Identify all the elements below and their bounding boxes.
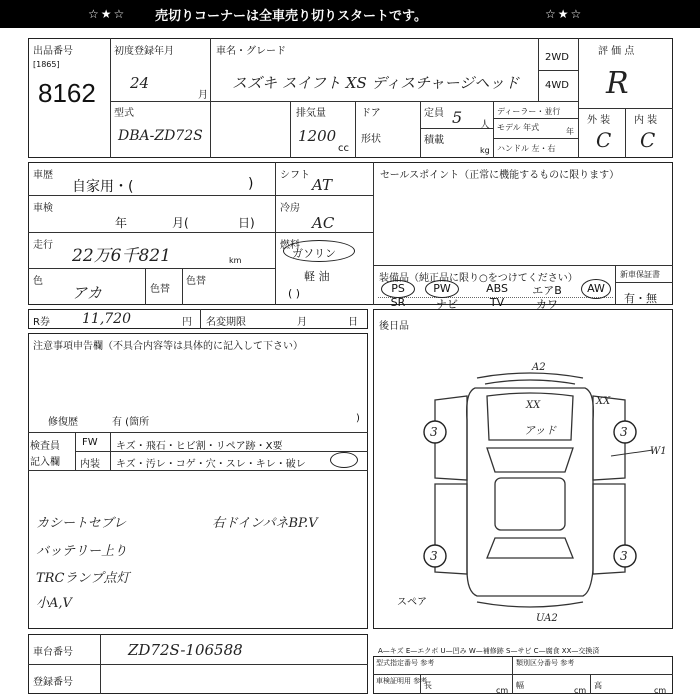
drive-2wd: 2WD [545, 52, 569, 63]
first-reg-year: 24 [130, 74, 150, 92]
equip-navi: ナビ [436, 298, 458, 311]
grade-value: R [606, 66, 629, 101]
banner [0, 0, 700, 28]
exterior-value: C [596, 128, 612, 152]
expiry-day: 日 [348, 317, 358, 328]
capacity-label: 定員 [424, 108, 444, 119]
lot-number: 8162 [38, 78, 96, 108]
car-diagram [405, 360, 655, 620]
banner-stars-left: ☆★☆ [88, 7, 127, 21]
displacement-value: 1200 [298, 127, 337, 145]
fuel-value: ガソリン [292, 247, 336, 260]
equip-ps: PS [391, 282, 405, 295]
equipment-label: 装備品（純正品に限り○をつけてください） [379, 273, 578, 284]
handle-label: ハンドル 左・右 [497, 144, 556, 153]
form-type-no: 型式指定番号 参考 [376, 659, 435, 667]
equip-sr: SR [390, 296, 406, 309]
capacity-value: 5 [452, 108, 463, 127]
repair-label: 修復歴 [48, 417, 78, 428]
expiry-label: 名変期限 [206, 317, 246, 328]
ac-label: 冷房 [280, 203, 300, 214]
shift-label: シフト [280, 170, 310, 181]
color-no-label: 色替 [186, 276, 206, 287]
door-label: ドア [361, 108, 381, 119]
load-label: 積載 [424, 135, 444, 146]
mark-fender: アッド [524, 424, 557, 437]
mark-xx-2: XX [596, 396, 611, 407]
inspection-month: 月( [172, 216, 189, 230]
interior-value: C [640, 128, 656, 152]
model-label: 車名・グレード [216, 46, 286, 57]
recycle-box [28, 309, 368, 329]
form-width: 幅 [516, 681, 524, 690]
history-value: 自家用・( [72, 179, 134, 195]
recycle-label: R券 [33, 317, 50, 328]
mileage-value: 22万6千821 [72, 246, 171, 266]
inspector-label: 検査員 [30, 441, 60, 452]
note-line-1: カシートセブレ [36, 516, 127, 531]
form-height: 高 [594, 681, 602, 690]
entry-label: 記入欄 [30, 457, 60, 468]
capacity-unit: 人 [480, 120, 490, 131]
first-reg-month: 月 [198, 90, 208, 101]
shape-label: 形状 [361, 134, 381, 145]
shift-value: AT [312, 176, 333, 194]
after-label: 後日品 [379, 321, 409, 332]
wheel-rr: 3 [620, 549, 628, 563]
equip-abs: ABS [486, 282, 508, 295]
color-label: 色 [33, 276, 43, 287]
inspection-year: 年 [115, 216, 128, 230]
int-items: キズ・汚レ・コゲ・穴・スレ・キレ・破レ [116, 459, 306, 470]
load-unit: kg [480, 146, 490, 155]
lot-sub: [1865] [33, 60, 60, 69]
displacement-label: 排気量 [296, 108, 326, 119]
fw-items: キズ・飛石・ヒビ割・リペア跡・X要 [116, 441, 283, 452]
recycle-unit: 円 [182, 317, 192, 328]
ac-value: AC [312, 214, 335, 232]
form-width-unit: cm [574, 686, 587, 695]
expiry-month: 月 [297, 317, 307, 328]
equip-tv: TV [489, 296, 505, 309]
lot-label: 出品番号 [33, 46, 73, 57]
form-height-unit: cm [654, 686, 667, 695]
model-year-label: モデル 年式 [497, 123, 540, 132]
color-change-label: 色替 [150, 284, 170, 295]
mark-xx-1: XX [526, 400, 541, 411]
banner-text: 売切りコーナーは全車売り切りスタートです。 [155, 8, 427, 24]
sales-label: セールスポイント（正常に機能するものに限ります） [380, 170, 620, 181]
model-value: スズキ スイフト XS ディスチャージヘッド [232, 74, 520, 92]
fuel-paren: ( ) [288, 287, 301, 300]
fuel-label: 燃料 [280, 240, 300, 251]
chassis-value: ZD72S-106588 [128, 641, 243, 659]
interior-label: 内 装 [634, 115, 658, 126]
reg-label: 登録番号 [33, 677, 73, 688]
wheel-fr: 3 [620, 425, 628, 439]
equip-pw: PW [433, 282, 451, 295]
wheel-rl: 3 [430, 549, 438, 563]
drive-4wd: 4WD [545, 80, 569, 91]
equip-leather: カワ [536, 298, 558, 311]
form-length-unit: cm [496, 686, 509, 695]
mileage-label: 走行 [33, 240, 53, 251]
note-line-2: バッテリー上り [36, 544, 128, 559]
mark-w1: W1 [650, 446, 667, 457]
note-line-4: 小A,V [36, 596, 72, 611]
color-value: アカ [72, 284, 102, 302]
note-right: 右ドインパネBP.V [212, 516, 318, 531]
first-reg-label: 初度登録年月 [114, 46, 174, 57]
note-line-3: TRCランプ点灯 [36, 571, 130, 586]
type-value: DBA-ZD72S [118, 128, 203, 144]
inspection-day: 日) [238, 216, 255, 230]
spare-label: スペア [397, 597, 427, 608]
equip-airbag: エアB [532, 284, 562, 297]
history-close: ) [248, 176, 254, 192]
diagram-legend: A—キズ E—エクボ U—凹み W—補修跡 S—サビ C—腐食 XX—交換済 [378, 647, 600, 655]
int-label: 内装 [80, 459, 100, 470]
fw-label: FW [82, 437, 98, 448]
recycle-value: 11,720 [82, 311, 131, 327]
dealer-label: ディーラー・並行 [497, 107, 561, 116]
tear-circle [330, 452, 358, 468]
form-cert: 車検証明用 参考 [376, 677, 428, 685]
model-year-unit: 年 [566, 127, 574, 136]
mark-a2-top: A2 [532, 362, 546, 373]
history-label: 車歴 [33, 170, 53, 181]
banner-stars-right: ☆★☆ [545, 7, 584, 21]
chassis-label: 車台番号 [33, 647, 73, 658]
type-label: 型式 [114, 108, 134, 119]
form-length: 長 [424, 681, 432, 690]
repair-value: 有 (箇所 [112, 417, 150, 428]
warranty-value: 有・無 [624, 292, 657, 305]
warranty-label: 新車保証書 [620, 270, 660, 279]
mark-ua2: UA2 [536, 613, 558, 624]
fuel-diesel: 軽 油 [304, 270, 330, 283]
form-class-no: 類別区分番号 参考 [516, 659, 575, 667]
exterior-label: 外 装 [587, 115, 611, 126]
inspection-label: 車検 [33, 203, 53, 214]
mileage-unit: km [229, 256, 242, 265]
notes-label: 注意事項申告欄（不具合内容等は具体的に記入して下さい） [33, 341, 303, 352]
repair-close: ) [356, 413, 360, 424]
wheel-fl: 3 [430, 425, 438, 439]
equip-aw: AW [587, 282, 605, 295]
grade-label: 評 価 点 [598, 46, 635, 57]
displacement-unit: cc [338, 143, 349, 154]
